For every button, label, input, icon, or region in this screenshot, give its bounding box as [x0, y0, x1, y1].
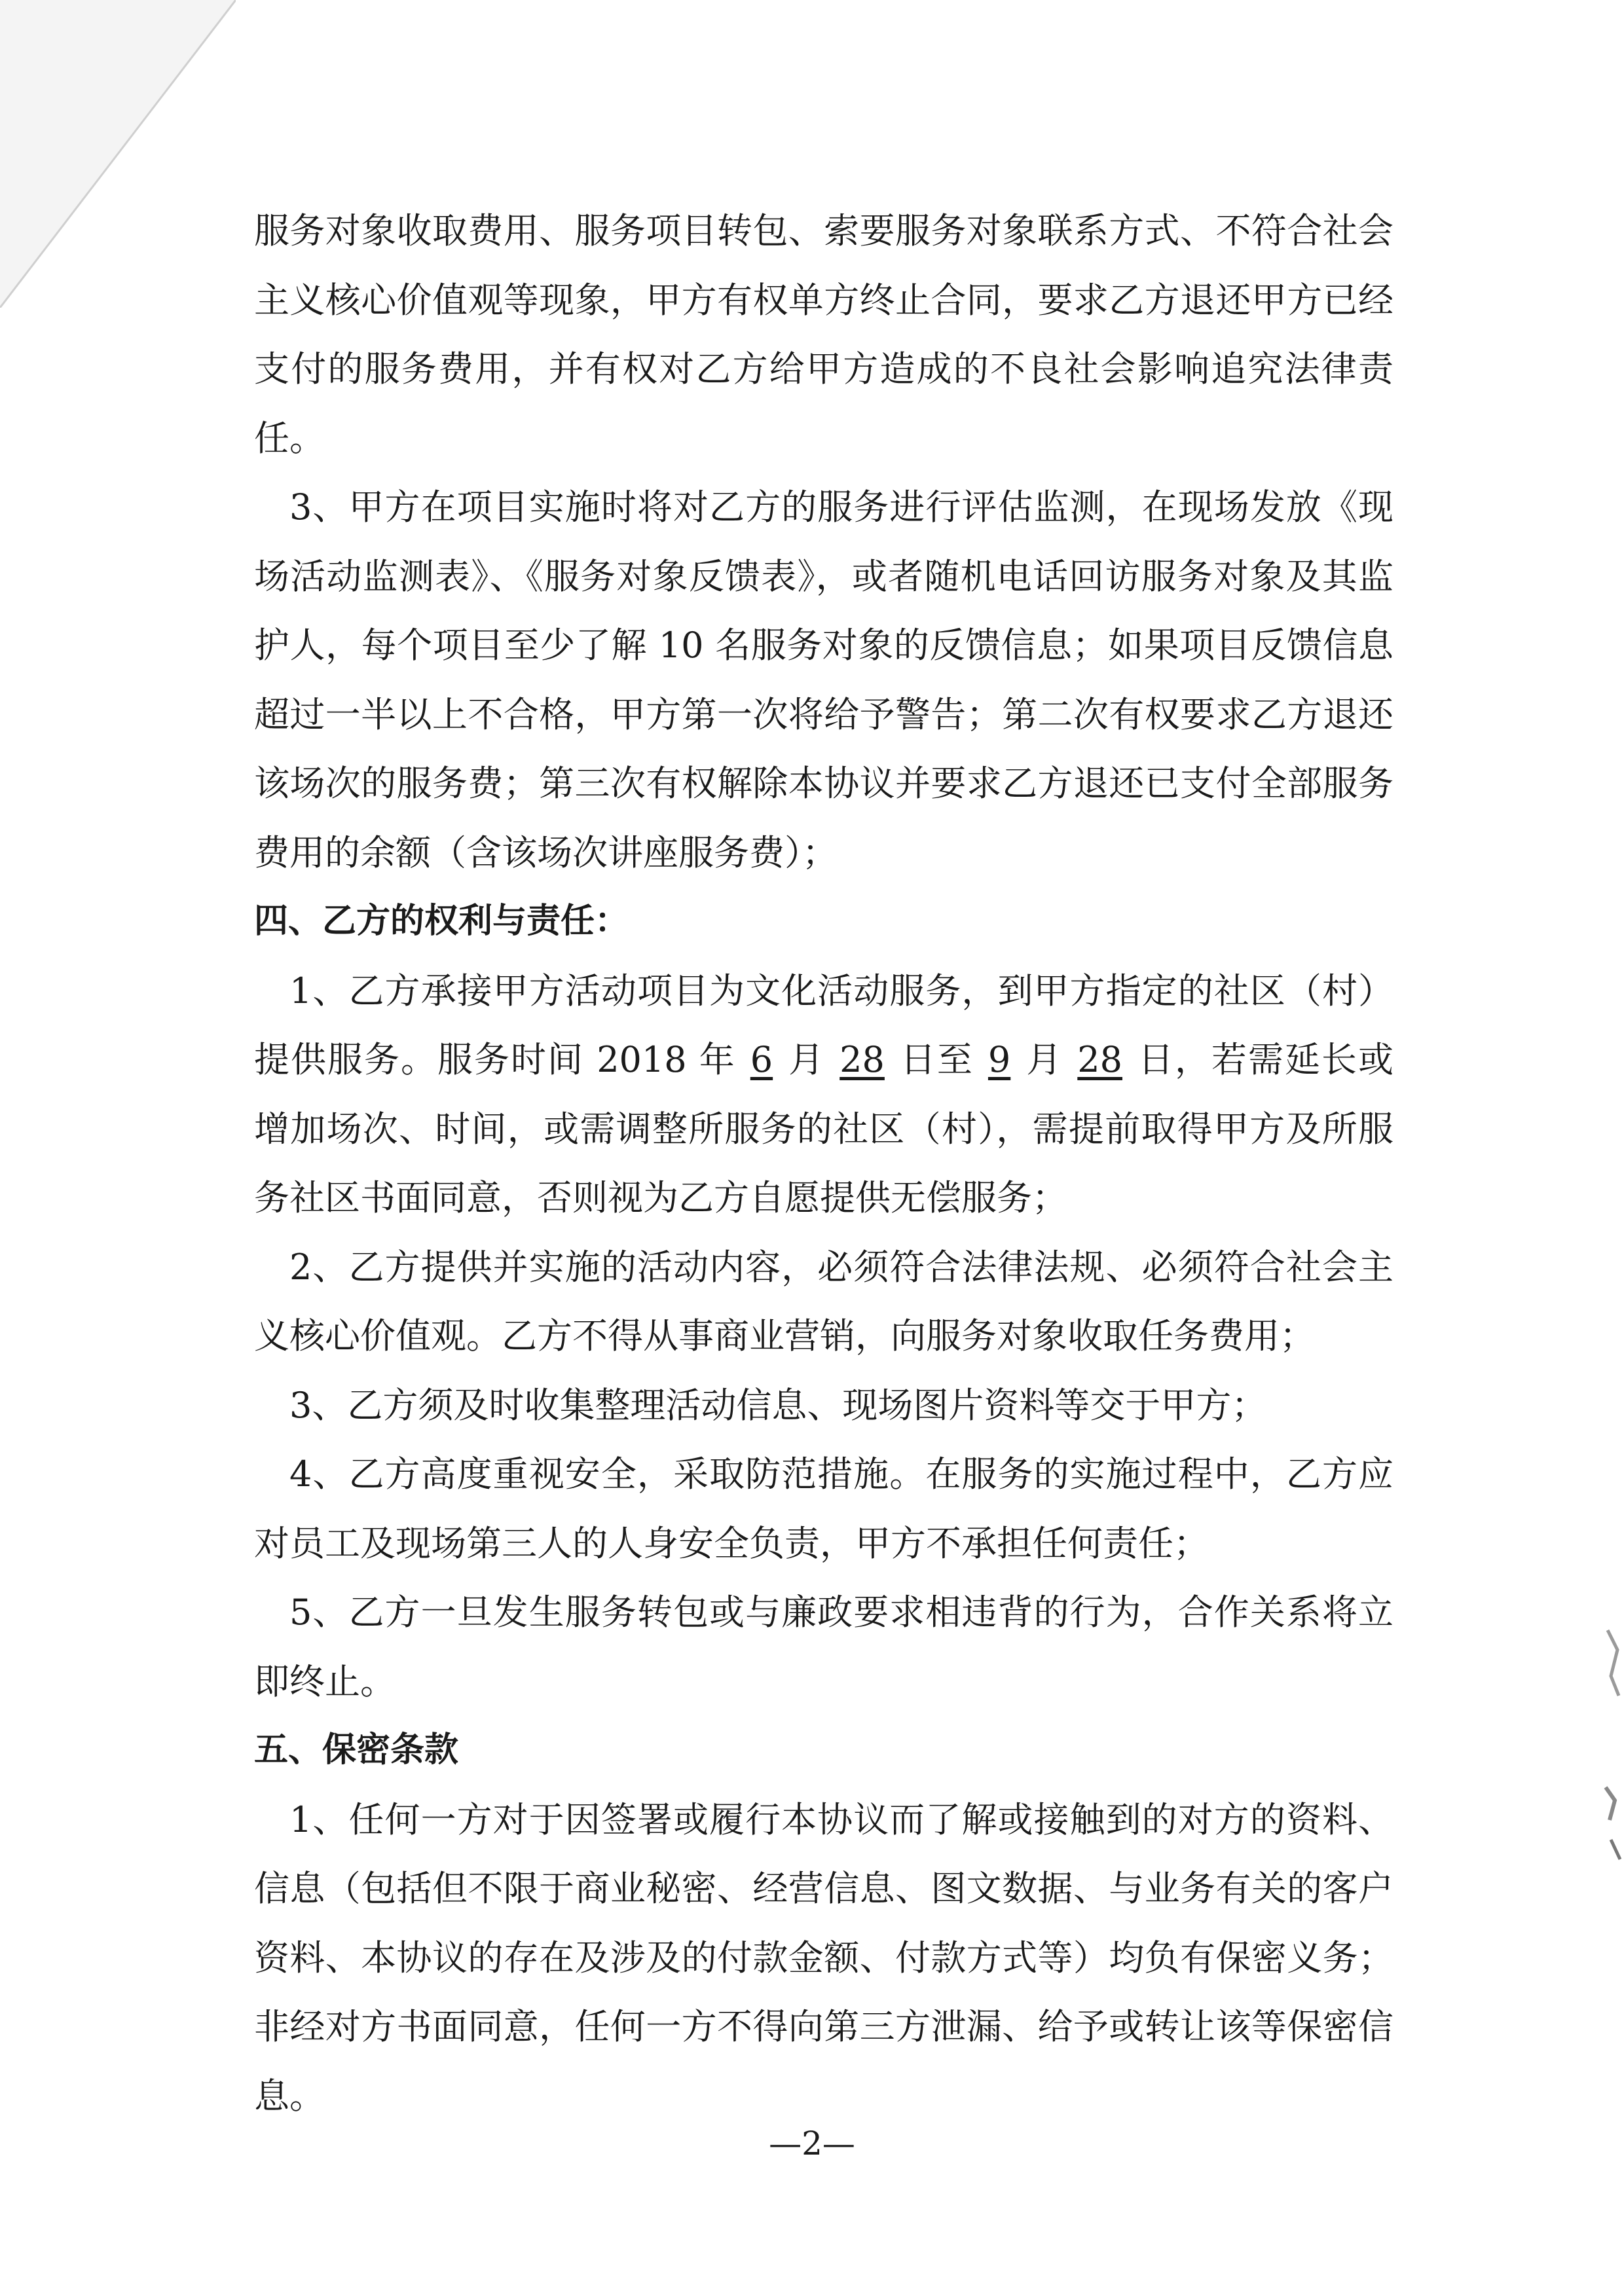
paragraph-service-time [254, 957, 1393, 1233]
folded-corner-shadow [0, 0, 236, 308]
paragraph-evaluation: 3、甲方在项目实施时将对乙方的服务进行评估监测，在现场发放《现场活动监测表》、《服务对象反馈表》，或者随机电话回访服务对象及其监护人，每个项目至少了解 10 名服务对象的反馈信息；如果项目反馈信息超过一半以上不合格，甲方第一次将给予警告；第二次有权要求乙方退还该场次的服务费；第三次有权解除本协议并要求乙方退还已支付全部服务费用的余额（含该场次讲座服务费）； [254, 486, 1393, 873]
start-day: 28 [840, 1039, 885, 1080]
paragraph-confidentiality: 1、任何一方对于因签署或履行本协议而了解或接触到的对方的资料、信息（包括但不限于商业秘密、经营信息、图文数据、与业务有关的客户资料、本协议的存在及涉及的付款金额、付款方式等）均负有保密义务；非经对方书面同意，任何一方不得向第三方泄漏、给予或转让该等保密信息。 [254, 1798, 1393, 2117]
month-label-1: 月 [787, 1039, 826, 1080]
service-time-text-1: 1、乙方承接甲方活动项目为文化活动服务，到甲方指定的社区（村）提供服务。服务时间 2018 年 [254, 970, 1393, 1080]
paragraph-collect-info: 3、乙方须及时收集整理活动信息、现场图片资料等交于甲方； [289, 1384, 1267, 1426]
service-time-text-2: 日，若需延长或增加场次、时间，或需调整所服务的社区（村），需提前取得甲方及所服务社区书面同意，否则视为乙方自愿提供无偿服务； [254, 1039, 1394, 1218]
section-heading-5: 五、保密条款 [254, 1730, 459, 1770]
paragraph-content-rules: 2、乙方提供并实施的活动内容，必须符合法律法规、必须符合社会主义核心价值观。乙方不得从事商业营销，向服务对象收取任务费用； [254, 1246, 1393, 1357]
month-label-2: 月 [1025, 1039, 1063, 1080]
end-day: 28 [1077, 1039, 1122, 1080]
section-heading-4: 四、乙方的权利与责任： [254, 902, 629, 941]
document-body [254, 196, 1393, 2130]
paragraph-safety: 4、乙方高度重视安全，采取防范措施。在服务的实施过程中，乙方应对员工及现场第三人的人身安全负责，甲方不承担任何责任； [254, 1453, 1393, 1564]
scan-edge-marks [1572, 1624, 1624, 1872]
page-number: —2— [769, 2124, 855, 2162]
day-to-label: 日至 [898, 1039, 974, 1080]
paragraph-termination: 5、乙方一旦发生服务转包或与廉政要求相违背的行为，合作关系将立即终止。 [254, 1592, 1393, 1702]
end-month: 9 [987, 1039, 1011, 1080]
start-month: 6 [750, 1039, 773, 1080]
paragraph-continued: 服务对象收取费用、服务项目转包、索要服务对象联系方式、不符合社会主义核心价值观等现象，甲方有权单方终止合同，要求乙方退还甲方已经支付的服务费用，并有权对乙方给甲方造成的不良社会影响追究法律责任。 [254, 210, 1393, 459]
